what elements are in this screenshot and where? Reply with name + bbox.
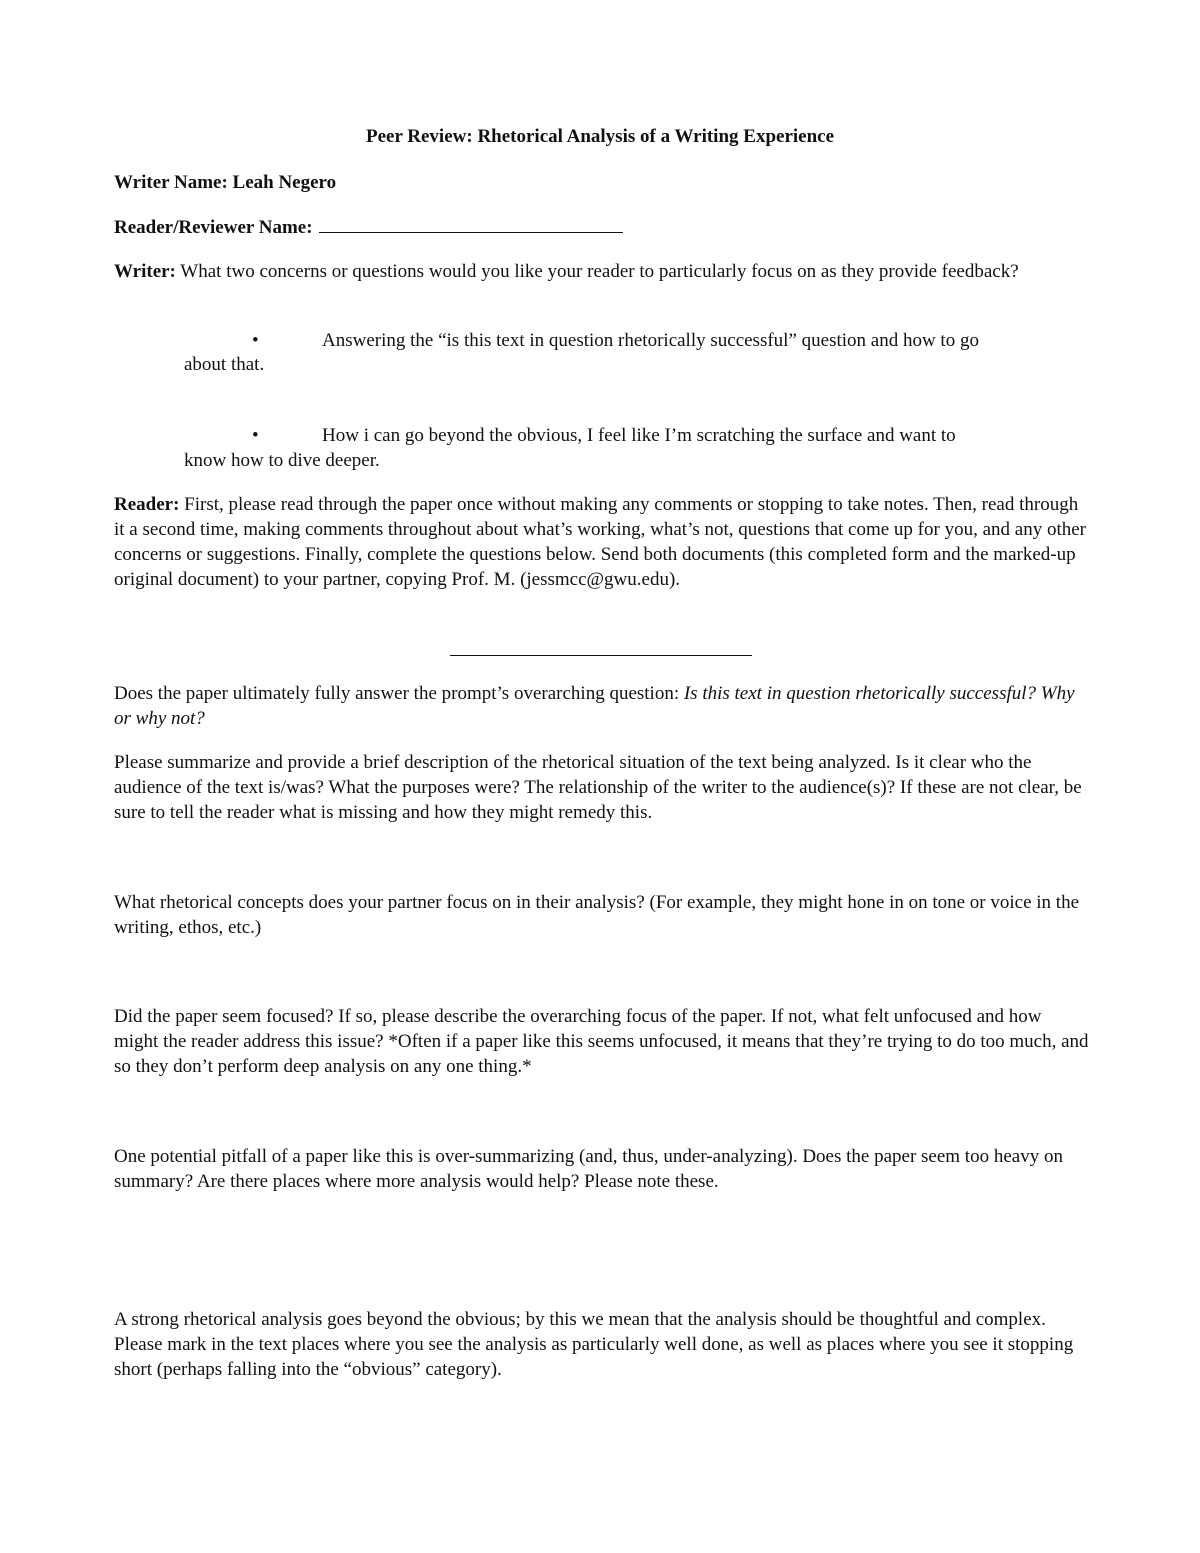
writer-prompt-label: Writer: bbox=[114, 261, 176, 282]
bullet-2-line-2: know how to dive deeper. bbox=[184, 450, 380, 471]
bullet-1-line-1: Answering the “is this text in question rhetorically successful” question and how to go bbox=[322, 330, 979, 351]
bullet-2-line-1: How i can go beyond the obvious, I feel like I’m scratching the surface and want to bbox=[322, 425, 956, 446]
question-1 bbox=[114, 681, 1089, 731]
reader-prompt-text: First, please read through the paper once without making any comments or stopping to take notes. Then, read through it a second time, making comments throughout about what’s working, what’s not, questions that come up for you, and any other concerns or suggestions. Finally, complete the questions below. Send both documents (this completed form and the marked-up original document) to your partner, copying Prof. M. (jessmcc@gwu.edu). bbox=[114, 494, 1086, 590]
bullet-1-line-2: about that. bbox=[184, 354, 265, 375]
reader-prompt bbox=[114, 492, 1089, 592]
reader-prompt-label: Reader: bbox=[114, 494, 180, 515]
reviewer-name-line bbox=[114, 214, 1089, 240]
question-4: Did the paper seem focused? If so, please describe the overarching focus of the paper. If not, what felt unfocused and how might the reader address this issue? *Often if a paper like this seems unfocused, it means that they’re trying to do too much, and so they don’t perform deep analysis on any one thing.* bbox=[114, 1006, 1089, 1077]
writer-name-value: Leah Negero bbox=[232, 172, 337, 193]
question-5: One potential pitfall of a paper like this is over-summarizing (and, thus, under-analyzing). Does the paper seem too heavy on summary? Are there places where more analysis would help? Please note these. bbox=[114, 1146, 1063, 1192]
question-2: Please summarize and provide a brief description of the rhetorical situation of the text being analyzed. Is it clear who the audience of the text is/was? What the purposes were? The relationship of the writer to the audience(s)? If these are not clear, be sure to tell the reader what is missing and how they might remedy this. bbox=[114, 752, 1082, 823]
question-1-text: Does the paper ultimately fully answer the prompt’s overarching question: bbox=[114, 683, 684, 704]
reviewer-name-label: Reader/Reviewer Name: bbox=[114, 217, 313, 238]
question-6: A strong rhetorical analysis goes beyond the obvious; by this we mean that the analysis should be thoughtful and complex. Please mark in the text places where you see the analysis as particularly well done, as well as places where you see it stopping short (perhaps falling into the “obvious” category). bbox=[114, 1309, 1074, 1380]
writer-name-line bbox=[114, 170, 1089, 195]
question-1-italic: Is this text in question rhetorically successful? Why or why not? bbox=[114, 683, 1075, 729]
section-divider bbox=[450, 655, 752, 656]
reviewer-name-blank[interactable] bbox=[319, 214, 623, 233]
document-title: Peer Review: Rhetorical Analysis of a Writing Experience bbox=[365, 126, 835, 147]
writer-prompt bbox=[114, 259, 1089, 284]
writer-prompt-text: What two concerns or questions would you like your reader to particularly focus on as they provide feedback? bbox=[175, 261, 1019, 282]
bullet-marker: • bbox=[252, 330, 259, 351]
question-3: What rhetorical concepts does your partner focus on in their analysis? (For example, they might hone in on tone or voice in the writing, ethos, etc.) bbox=[114, 892, 1080, 938]
bullet-marker: • bbox=[252, 425, 259, 446]
writer-name-label: Writer Name: bbox=[114, 172, 233, 193]
